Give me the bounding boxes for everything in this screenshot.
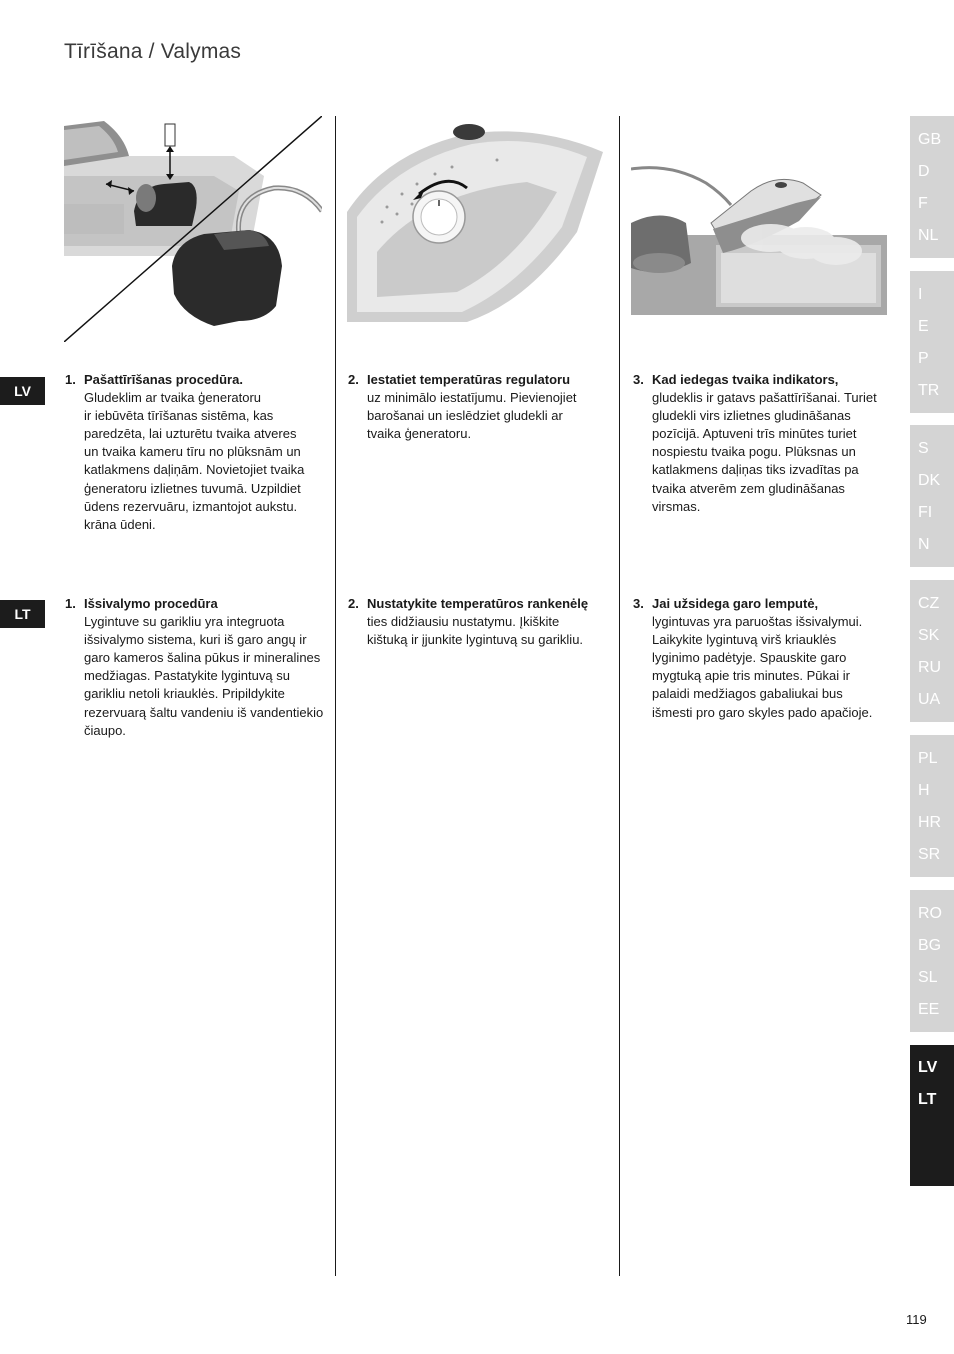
step-lv-2 [348,371,610,443]
language-tab-group-1[interactable] [910,116,954,258]
column-divider [619,116,620,1276]
iron-steaming-over-sink-illustration [631,163,887,315]
language-code: P [918,350,929,367]
page-title: Tīrīšana / Valymas [64,40,242,63]
step-heading: Išsivalymo procedūra [84,596,218,611]
language-code: D [918,163,930,180]
step-body: gludeklis ir gatavs pašattīrīšanai. Turiet gludekli virs izlietnes gludināšanas pozīcijā. Aptuveni trīs minūtes turiet nospiestu tvaika pogu. Plūksnas un katlakmens daļiņas tiks izvadītas pa tvaika atverēm zem gludināšanas virsmas. [652,390,877,514]
language-code: NL [918,227,939,244]
language-code: I [918,286,923,303]
step-lv-1 [65,371,327,534]
section-tag-lv: LV [0,377,45,405]
language-code: SR [918,846,941,863]
page-number: 119 [906,1312,927,1327]
language-tab-group-6[interactable] [910,890,954,1032]
section-tag-lt: LT [0,600,45,628]
step-heading: Jai užsidega garo lemputė, [652,596,819,611]
step-heading: Nustatykite temperatūros rankenėlę [367,596,589,611]
language-code: SL [918,969,938,986]
language-code: CZ [918,595,940,612]
language-code: TR [918,382,940,399]
step-lv-3 [633,371,895,516]
step-heading: Iestatiet temperatūras regulatoru [367,372,571,387]
language-code: GB [918,131,942,148]
step-number: 2. [348,372,359,387]
language-code: RU [918,659,942,676]
language-code: RO [918,905,942,922]
step-body: ties didžiausiu nustatymu. Įkiškite kištuką ir įjunkite lygintuvą su garikliu. [367,614,584,648]
language-tab-group-3[interactable] [910,425,954,567]
language-code: S [918,440,929,457]
step-heading: Kad iedegas tvaika indikators, [652,372,839,387]
language-code: LV [918,1059,938,1076]
language-code: UA [918,691,941,708]
step-body: Lygintuve su garikliu yra integruota išsivalymo sistema, kuri iš garo angų ir garo kameros šalina pūkus ir mineralines medžiagas. Pastatykite lygintuvą su garikliu netoli kriauklės. Pripildykite rezervuarą šaltu vandeniu iš vandentiekio čiaupo. [84,614,324,738]
language-tab-group-4[interactable] [910,580,954,722]
language-code: SK [918,627,940,644]
step-number: 1. [65,372,76,387]
step-body: uz minimālo iestatījumu. Pievienojiet barošanai un ieslēdziet gludekli ar tvaika ģeneratoru. [367,390,577,442]
step-body: lygintuvas yra paruoštas išsivalymui. Laikykite lygintuvą virš kriauklės lyginimo padėtyje. Spauskite garo mygtuką apie tris minutes. Pūkai ir palaidi medžiagos gabaliukai bus išmesti pro garo skyles pado apačioje. [652,614,873,720]
language-code: LT [918,1091,937,1108]
language-tab-group-5[interactable] [910,735,954,877]
language-code: FI [918,504,933,521]
language-code: PL [918,750,938,767]
step-number: 3. [633,372,644,387]
language-code: EE [918,1001,940,1018]
steam-generator-descaling-illustration [64,116,322,342]
step-heading: Pašattīrīšanas procedūra. [84,372,243,387]
language-tab-group-2[interactable] [910,271,954,413]
language-code: F [918,195,928,212]
iron-temperature-dial-illustration [347,122,603,322]
language-code: DK [918,472,941,489]
step-body: Gludeklim ar tvaika ģeneratoru ir iebūvēta tīrīšanas sistēma, kas paredzēta, lai uzturētu tvaika atveres un tvaika kameru tīru no plūksnām un katlakmens daļiņām. Novietojiet tvaika ģeneratoru izlietnes tuvumā. Uzpildiet ūdens rezervuāru, izmantojot aukstu. krāna ūdeni. [84,390,305,532]
step-lt-1 [65,595,327,740]
step-number: 3. [633,596,644,611]
language-tab-group-active[interactable] [910,1045,954,1186]
language-code: BG [918,937,942,954]
step-number: 1. [65,596,76,611]
step-lt-3 [633,595,895,722]
language-code: N [918,536,930,553]
step-lt-2 [348,595,610,649]
column-divider [335,116,336,1276]
step-number: 2. [348,596,359,611]
language-code: H [918,782,930,799]
language-code: HR [918,814,942,831]
language-code: E [918,318,929,335]
